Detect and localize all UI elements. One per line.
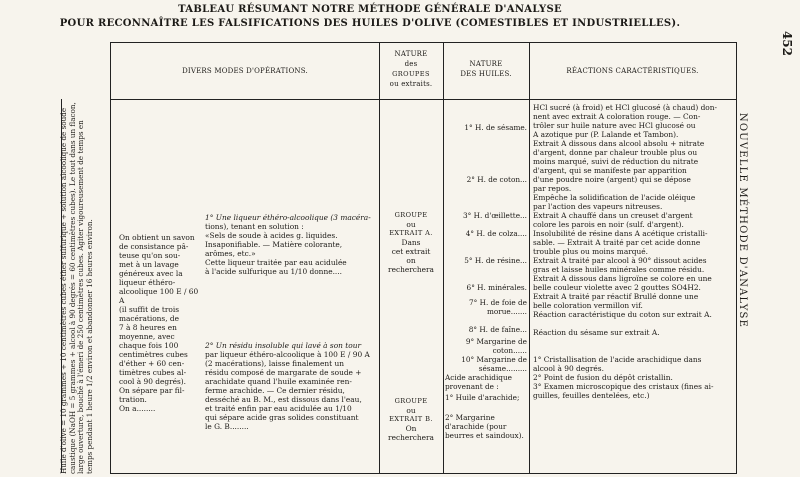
op-line: liqueur éthéro- (119, 278, 176, 287)
reaction-line: sable. — Extrait A traité par cet acide donne (533, 238, 701, 247)
header-groups-line: NATURE (394, 50, 428, 58)
col2a-line: «Sels de soude à acides g. liquides. (205, 231, 338, 240)
col2b-line: arachidate quand l'huile examinée ren- (205, 377, 352, 386)
col-sep-2 (443, 43, 444, 473)
residu-section (205, 341, 377, 431)
reaction-line: par l'action des vapeurs nitreuses. (533, 202, 663, 211)
reaction-line: belle couleur violette avec 2 gouttes SO4H2. (533, 283, 701, 292)
reaction-line: trôler sur huile nature avec HCl glucosé ou (533, 121, 696, 130)
header-oils-line: NATURE (469, 60, 503, 68)
group-b-line: GROUPE (394, 397, 428, 405)
op-line: généreux avec la (119, 269, 183, 278)
col2b-line: par liqueur éthéro-alcoolique à 100 E / 90 A (205, 350, 370, 359)
op-line: macérations, de (119, 314, 180, 323)
reaction-line: Réaction du sésame sur extrait A. (533, 328, 660, 337)
procedure-side-text (60, 100, 110, 474)
reaction-line: d'argent, qui se manifeste par apparition (533, 166, 687, 175)
col2b-line: le G. B........ (205, 422, 249, 431)
oil-item: 3° H. d'œillette... (463, 211, 527, 220)
reaction-line: 2° Point de fusion du dépôt cristallin. (533, 373, 673, 382)
op-line: met à un lavage (119, 260, 179, 269)
reaction-line: trouble plus ou moins marqué. (533, 247, 648, 256)
header-reactions: RÉACTIONS CARACTÉRISTIQUES. (566, 67, 699, 75)
side-text: Huile d'olive = 10 grammes + 10 centimètres cubes éther sulfurique + solution alcoolique de soude caustique (NaOH = 5 grammes + alcool à 90 degrés = 60 centimètres cubes). Le tout dans un flacon, large ouverture, bouché à l'émeri de 250 centimètres cubes. Agiter vigoureusement de temps en temps pendant 1 heure 1/2 environ et abandonner 16 heures environ. (59, 102, 94, 474)
col2a-line: arômes, etc.» (205, 249, 256, 258)
reaction-line: colore les parois en noir (sulf. d'argent). (533, 220, 684, 229)
op-line: centimètres cubes (119, 350, 188, 359)
op-line: (il suffit de trois (119, 305, 180, 314)
col2b-line: (2 macérations), laisse finalement un (205, 359, 344, 368)
op-line: On a........ (119, 404, 156, 413)
reaction-line: par repos. (533, 184, 572, 193)
oil-item: 7° H. de foie de morue....... (469, 298, 527, 316)
oil-item: 2° H. de coton... (466, 175, 527, 184)
op-line: timètres cubes al- (119, 368, 187, 377)
header-groups (379, 49, 443, 89)
header-oils-line: DES HUILES. (460, 70, 512, 78)
oils-column (445, 103, 527, 471)
col2b-line: ferme arachide. — Ce dernier résidu, (205, 386, 345, 395)
col2a-line: 1° Une liqueur éthéro-alcoolique (3 macéra- (205, 213, 371, 222)
header-separator (111, 99, 736, 100)
header-groups-line: GROUPES (392, 70, 430, 78)
op-line: On sépare par fil- (119, 386, 185, 395)
op-line: de consistance pâ- (119, 242, 189, 251)
col2b-line: 2° Un résidu insoluble qui lavé à son tour (205, 341, 361, 350)
group-b-line: ou (406, 406, 416, 415)
op-line: cool à 90 degrés). (119, 377, 187, 386)
reaction-line: Réaction caractéristique du coton sur extrait A. (533, 310, 712, 319)
reaction-line: d'une poudre noire (argent) qui se dépose (533, 175, 691, 184)
side-sep (61, 99, 62, 473)
op-line: On obtient un savon (119, 233, 195, 242)
group-b-line: On (405, 424, 417, 433)
liqueur-section (205, 213, 377, 276)
col2a-line: tions), tenant en solution : (205, 222, 304, 231)
col2b-line: desséché au B. M., est dissous dans l'eau, (205, 395, 362, 404)
group-b-line: recherchera (388, 433, 434, 442)
reaction-line: Extrait A traité par alcool à 90° dissout acides (533, 256, 707, 265)
running-head: NOUVELLE MÉTHODE D'ANALYSE (736, 112, 748, 329)
reaction-line: Empêche la solidification de l'acide oléique (533, 193, 696, 202)
table-subtitle: POUR RECONNAÎTRE LES FALSIFICATIONS DES HUILES D'OLIVE (COMESTIBLES ET INDUSTRIELLES). (59, 18, 681, 29)
oil-item: Acide arachidique provenant de : (445, 373, 513, 391)
group-a-line: Dans (401, 238, 421, 247)
group-a-line: on (406, 256, 416, 265)
reaction-line: Extrait A chauffé dans un creuset d'argent (533, 211, 693, 220)
reaction-line: Extrait A traité par réactif Brullé donne une (533, 292, 699, 301)
group-a-line: cet extrait (391, 247, 431, 256)
op-line: teuse qu'on sou- (119, 251, 181, 260)
reaction-line: alcool à 90 degrés. (533, 364, 604, 373)
header-operations: DIVERS MODES D'OPÉRATIONS. (182, 67, 308, 75)
header-groups-line: ou extraits. (389, 80, 433, 88)
reaction-line: Extrait A dissous dans ligroïne se colore en une (533, 274, 712, 283)
oil-item: 6° H. minérales. (466, 283, 527, 292)
op-line: d'éther + 60 cen- (119, 359, 185, 368)
oil-item: 1° Huile d'arachide; (445, 393, 520, 402)
op-line: tration. (119, 395, 147, 404)
col2b-line: qui sépare acide gras solides constituant (205, 413, 359, 422)
reaction-line: Insolubilité de résine dans A acétique cristalli- (533, 229, 708, 238)
group-a-line: ou (406, 220, 416, 229)
op-line: moyenne, avec (119, 332, 175, 341)
group-a-line: GROUPE (394, 211, 428, 219)
table-title: TABLEAU RÉSUMANT NOTRE MÉTHODE GÉNÉRALE D'ANALYSE (178, 4, 562, 15)
col-sep-3 (529, 43, 530, 473)
oil-item: 10° Margarine de sésame......... (461, 355, 527, 373)
col-sep-1 (379, 43, 380, 473)
operations-column-1 (119, 233, 201, 413)
header-oils (443, 59, 529, 79)
oil-item: 4° H. de colza.... (465, 229, 527, 238)
header-groups-line: des (404, 60, 418, 68)
col2a-line: Cette liqueur traitée par eau acidulée (205, 258, 347, 267)
reaction-line: nent avec extrait A coloration rouge. — Con- (533, 112, 701, 121)
op-line: 7 à 8 heures en (119, 323, 177, 332)
op-line: chaque fois 100 (119, 341, 179, 350)
reaction-line: guilles, feuilles dentelées, etc.) (533, 391, 650, 400)
oil-item: 5° H. de résine... (464, 256, 527, 265)
reaction-line: A azotique pur (P. Lalande et Tambon). (533, 130, 679, 139)
group-a-line: EXTRAIT A. (389, 229, 433, 237)
col2a-line: à l'acide sulfurique au 1/10 donne.... (205, 267, 342, 276)
reaction-line: d'argent, donne par chaleur trouble plus ou (533, 148, 698, 157)
page-number: 452 (780, 30, 794, 56)
reaction-line: gras et laisse huiles minérales comme résidu. (533, 265, 705, 274)
analysis-table (110, 42, 737, 474)
oil-item: 8° H. de faîne... (468, 325, 527, 334)
group-b (381, 397, 441, 442)
group-b-line: EXTRAIT B. (389, 415, 433, 423)
reaction-line: belle coloration vermillon vif. (533, 301, 643, 310)
oil-item: 9° Margarine de coton...... (465, 337, 527, 355)
reactions-column (533, 103, 733, 400)
reaction-line: moins marqué, suivi de réduction du nitrate (533, 157, 699, 166)
group-a-line: recherchera (388, 265, 434, 274)
reaction-line: Extrait A dissous dans alcool absolu + nitrate (533, 139, 705, 148)
col2a-line: Insaponifiable. — Matière colorante, (205, 240, 343, 249)
reaction-line: HCl sucré (à froid) et HCl glucosé (à chaud) don- (533, 103, 718, 112)
reaction-line: 3° Examen microscopique des cristaux (fines ai- (533, 382, 714, 391)
oil-item: 2° Margarine d'arachide (pour beurres et saindoux). (445, 413, 524, 440)
reaction-line: 1° Cristallisation de l'acide arachidique dans (533, 355, 702, 364)
group-a (381, 211, 441, 274)
oil-item: 1° H. de sésame. (464, 123, 527, 132)
col2b-line: résidu composé de margarate de soude + (205, 368, 362, 377)
col2b-line: et traité enfin par eau acidulée au 1/10 (205, 404, 352, 413)
op-line: alcoolique 100 E / 60 A (119, 287, 199, 305)
